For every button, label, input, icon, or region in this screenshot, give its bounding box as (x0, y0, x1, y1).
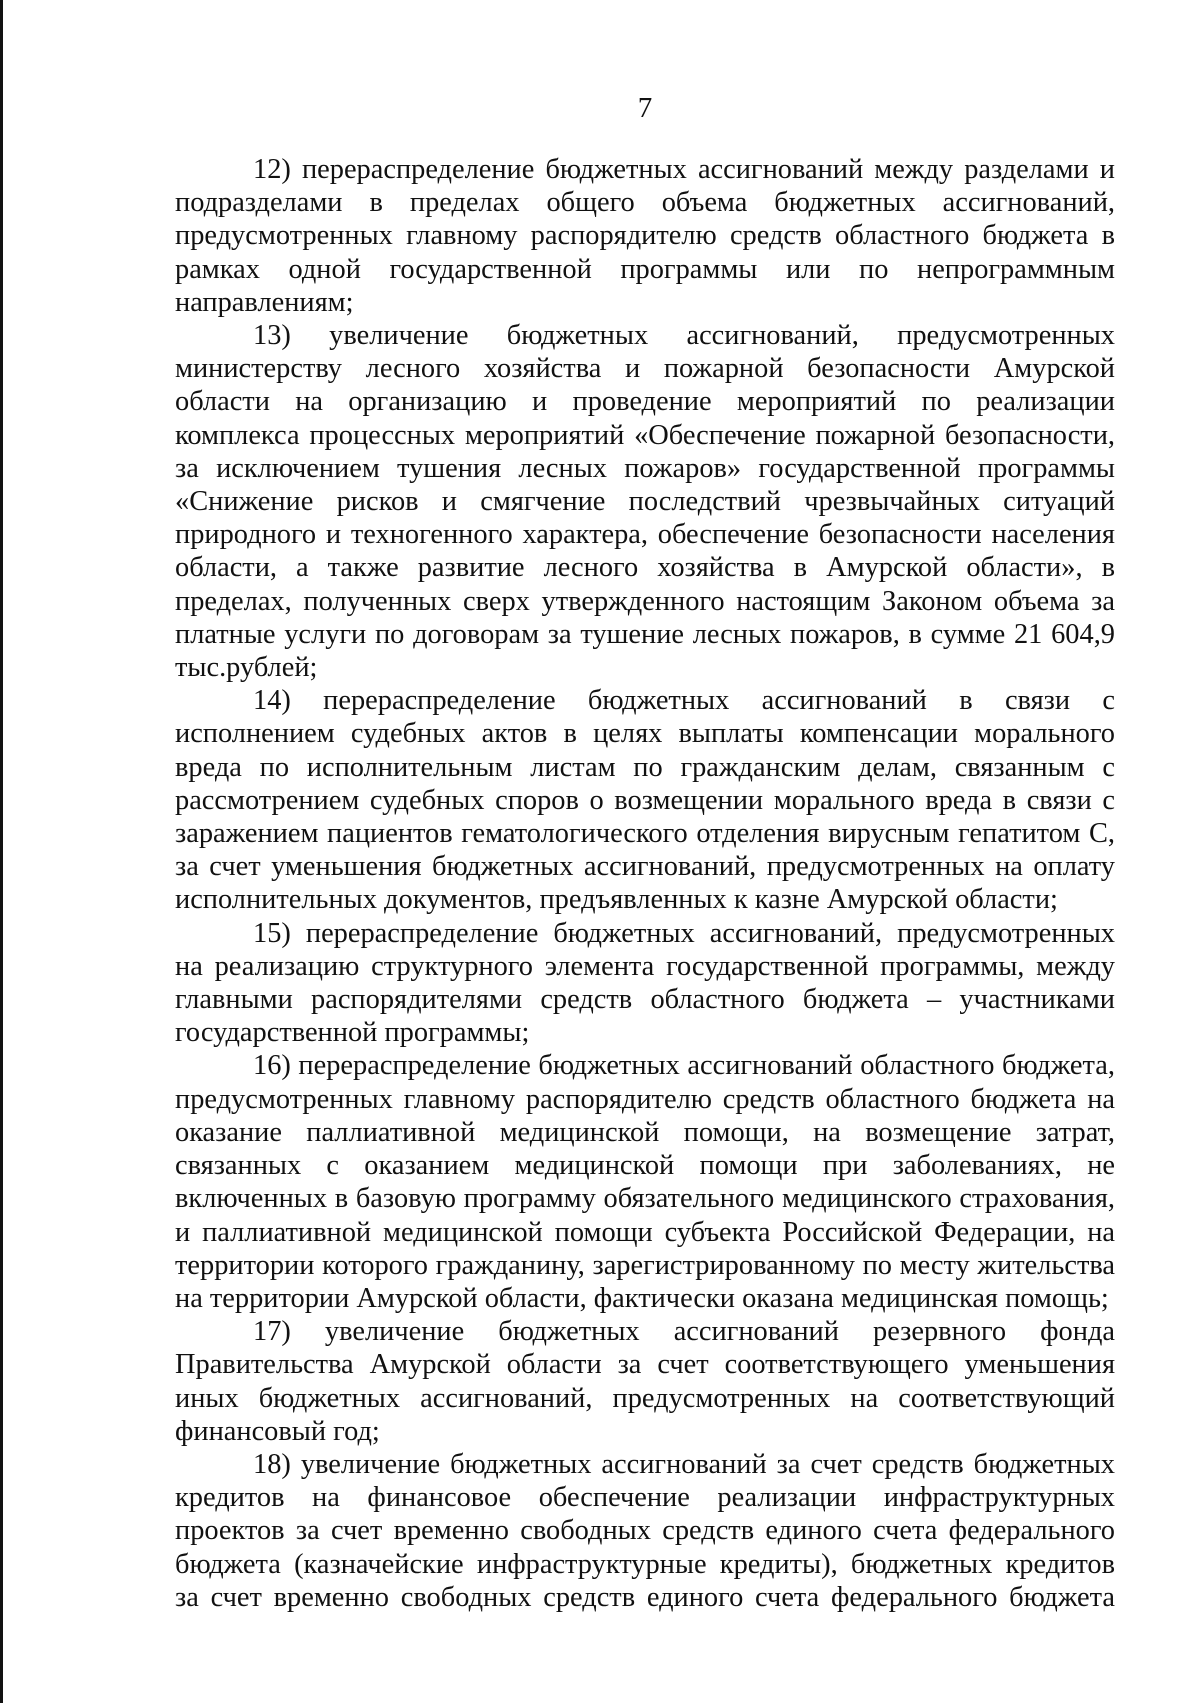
page-number: 7 (637, 92, 653, 124)
paragraph-item-18: 18) увеличение бюджетных ассигнований за счет средств бюджетных кредитов на финансовое обеспечение реализации инфраструктурных проектов за счет временно свободных средств единого счета федерального бюджета (казначейские инфраструктурные кредиты), бюджетных кредитов за счет временно свободных средств единого счета федерального бюджета (175, 1448, 1115, 1613)
paragraph-item-13: 13) увеличение бюджетных ассигнований, предусмотренных министерству лесного хозяйства и пожарной безопасности Амурской области на организацию и проведение мероприятий по реализации комплекса процессных мероприятий «Обеспечение пожарной безопасности, за исключением тушения лесных пожаров» государственной программы «Снижение рисков и смягчение последствий чрезвычайных ситуаций природного и техногенного характера, обеспечение безопасности населения области, а также развитие лесного хозяйства в Амурской области», в пределах, полученных сверх утвержденного настоящим Законом объема за платные услуги по договорам за тушение лесных пожаров, в сумме 21 604,9 тыс.рублей; (175, 320, 1115, 684)
scan-edge (0, 0, 3, 1703)
paragraph-item-14: 14) перераспределение бюджетных ассигнований в связи с исполнением судебных актов в целях выплаты компенсации морального вреда по исполнительным листам по гражданским делам, связанным с рассмотрением судебных споров о возмещении морального вреда в связи с заражением пациентов гематологического отделения вирусным гепатитом С, за счет уменьшения бюджетных ассигнований, предусмотренных на оплату исполнительных документов, предъявленных к казне Амурской области; (175, 685, 1115, 916)
paragraph-item-17: 17) увеличение бюджетных ассигнований резервного фонда Правительства Амурской области за счет соответствующего уменьшения иных бюджетных ассигнований, предусмотренных на соответствующий финансовый год; (175, 1316, 1115, 1447)
document-body (175, 153, 1115, 1614)
paragraph-item-12: 12) перераспределение бюджетных ассигнований между разделами и подразделами в пределах общего объема бюджетных ассигнований, предусмотренных главному распорядителю средств областного бюджета в рамках одной государственной программы или по непрограммным направлениям; (175, 154, 1115, 318)
paragraph-item-15: 15) перераспределение бюджетных ассигнований, предусмотренных на реализацию структурного элемента государственной программы, между главными распорядителями средств областного бюджета – участниками государственной программы; (175, 917, 1115, 1049)
paragraph-item-16: 16) перераспределение бюджетных ассигнований областного бюджета, предусмотренных главному распорядителю средств областного бюджета на оказание паллиативной медицинской помощи, на возмещение затрат, связанных с оказанием медицинской помощи при заболеваниях, не включенных в базовую программу обязательного медицинского страхования, и паллиативной медицинской помощи субъекта Российской Федерации, на территории которого гражданину, зарегистрированному по месту жительства на территории Амурской области, фактически оказана медицинская помощь; (175, 1050, 1115, 1314)
